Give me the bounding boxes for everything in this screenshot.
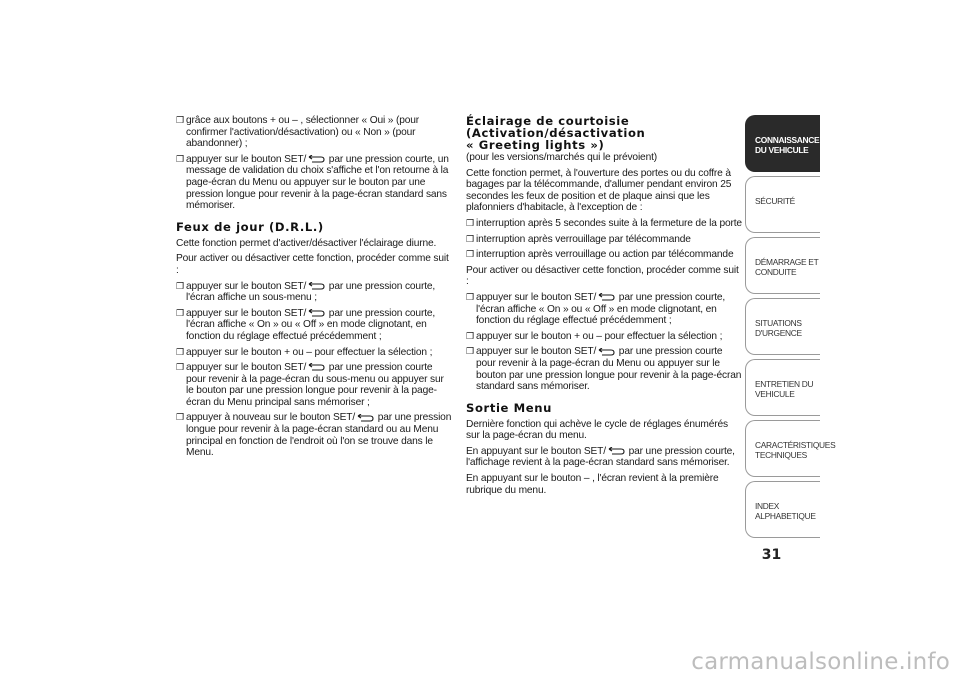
page-number: 31: [761, 547, 782, 563]
bullet-icon: ❒: [466, 233, 474, 244]
set-return-arrow-icon: [306, 282, 326, 290]
bullet-icon: ❒: [176, 307, 184, 318]
bullet-text-cont: par une pression longue pour revenir à la page-écran standard ou au Menu principal en fonction de l'endroit où l'on se trouve dans le Menu.: [186, 412, 452, 459]
chapter-tab[interactable]: ENTRETIEN DU VEHICULE: [745, 359, 820, 416]
bullet-text: appuyer à nouveau sur le bouton SET/: [186, 412, 356, 424]
bullet-text: appuyer sur le bouton SET/: [476, 346, 597, 358]
bullet-text: grâce aux boutons + ou – , sélectionner « Oui » (pour confirmer l'activation/désactivation) ou « Non » (pour abandonner) ;: [186, 115, 420, 150]
paragraph: Pour activer ou désactiver cette fonction, procéder comme suit :: [466, 264, 739, 288]
left-column: [176, 115, 454, 463]
list-item: [176, 281, 454, 304]
bullet-text: interruption après verrouillage ou action par télécommande: [476, 249, 734, 261]
bullet-text: appuyer sur le bouton SET/: [476, 291, 597, 303]
set-return-arrow-icon: [596, 348, 616, 356]
heading-line: (Activation/désactivation: [466, 126, 646, 140]
section-heading-drl: Feux de jour (D.R.L.): [176, 219, 324, 234]
chapter-tab[interactable]: INDEX ALPHABETIQUE: [745, 481, 820, 538]
text: En appuyant sur le bouton SET/: [466, 445, 606, 457]
paragraph: Cette fonction permet d'activer/désactiver l'éclairage diurne.: [176, 237, 437, 249]
set-return-arrow-icon: [306, 155, 326, 163]
heading-line: « Greeting lights »): [466, 138, 605, 152]
bullet-text: appuyer sur le bouton SET/: [186, 280, 307, 292]
bullet-icon: ❒: [176, 153, 184, 164]
list-item: [466, 292, 742, 327]
paragraph: En appuyant sur le bouton – , l'écran revient à la première rubrique du menu.: [466, 473, 719, 496]
bullet-icon: ❒: [176, 412, 184, 423]
bullet-text-cont: par une pression courte, l'écran affiche un sous-menu ;: [186, 280, 436, 304]
chapter-tab[interactable]: SÉCURITÉ: [745, 176, 820, 233]
bullet-text: appuyer sur le bouton SET/: [186, 362, 307, 374]
list-item: [176, 347, 454, 359]
bullet-icon: ❒: [466, 217, 474, 228]
section-heading-exit: Sortie Menu: [466, 400, 552, 415]
bullet-text-cont: par une pression courte pour revenir à la page-écran du sous-menu ou appuyer sur le bouton par une pression longue pour revenir à la page-écran du Menu principal sans mémoriser ;: [186, 362, 444, 408]
bullet-icon: ❒: [176, 346, 184, 357]
watermark: carmanualsonline.info: [691, 649, 950, 675]
bullet-text-cont: par une pression courte pour revenir à la page-écran du Menu ou appuyer sur le bouton par une pression longue pour revenir à la page-écran standard sans mémoriser.: [476, 346, 742, 393]
list-item: [466, 346, 742, 392]
paragraph: Pour activer ou désactiver cette fonction, procéder comme suit :: [176, 253, 449, 276]
chapter-tab[interactable]: CONNAISSANCE DU VEHICULE: [745, 115, 820, 172]
bullet-text: interruption après 5 secondes suite à la fermeture de la porte: [476, 217, 742, 229]
bullet-icon: ❒: [466, 291, 474, 302]
chapter-sidebar: [745, 115, 836, 542]
bullet-text: appuyer sur le bouton SET/: [186, 307, 307, 319]
paragraph-note: (pour les versions/marchés qui le prévoient): [466, 152, 658, 163]
set-return-arrow-icon: [355, 414, 375, 422]
bullet-text: interruption après verrouillage par télécommande: [476, 233, 691, 245]
list-item: [466, 218, 742, 230]
bullet-icon: ❒: [466, 330, 474, 341]
list-item: [176, 308, 454, 343]
list-item: [466, 249, 742, 261]
set-return-arrow-icon: [306, 363, 326, 371]
bullet-text-cont: par une pression courte, l'écran affiche « On » ou « Off » en mode clignotant, en fonction du réglage effectué précédemment ;: [476, 291, 726, 327]
text: par une pression courte, l'affichage revient à la page-écran standard sans mémoriser.: [466, 445, 735, 469]
list-item: [176, 412, 454, 458]
list-item: [176, 154, 454, 212]
list-item: [176, 115, 454, 150]
set-return-arrow-icon: [596, 293, 616, 301]
bullet-icon: ❒: [176, 280, 184, 291]
heading-line: Éclairage de courtoisie: [466, 114, 630, 128]
bullet-icon: ❒: [176, 362, 184, 373]
set-return-arrow-icon: [306, 309, 326, 317]
list-item: [466, 234, 742, 246]
bullet-text: appuyer sur le bouton SET/: [186, 153, 307, 165]
paragraph: Cette fonction permet, à l'ouverture des portes ou du coffre à bagages par la télécommande, d'allumer pendant environ 25 secondes les feux de position et de plaque ainsi que les plafonniers d'habitacle, à l'exception de :: [466, 167, 732, 214]
bullet-text: appuyer sur le bouton + ou – pour effectuer la sélection ;: [476, 330, 723, 342]
bullet-text-cont: par une pression courte, l'écran affiche « On » ou « Off » en mode clignotant, en fonction du réglage effectué précédemment ;: [186, 307, 436, 342]
bullet-icon: ❒: [176, 115, 184, 125]
chapter-tab[interactable]: CARACTÉRISTIQUES TECHNIQUES: [745, 420, 820, 477]
set-return-arrow-icon: [606, 447, 626, 455]
middle-column: [466, 115, 742, 500]
paragraph: [466, 446, 742, 469]
chapter-tab[interactable]: DÉMARRAGE ET CONDUITE: [745, 237, 820, 294]
bullet-text-cont: par une pression courte, un message de validation du choix s'affiche et l'on retourne à la page-écran du Menu ou appuyer sur le bouton par une pression longue pour revenir à la page-écran standard sans mémoriser.: [186, 153, 449, 212]
list-item: [466, 331, 742, 343]
section-heading-courtesy: [466, 115, 742, 151]
paragraph: Dernière fonction qui achève le cycle de réglages énumérés sur la page-écran du menu.: [466, 418, 728, 442]
bullet-icon: ❒: [466, 346, 474, 357]
bullet-text: appuyer sur le bouton + ou – pour effectuer la sélection ;: [186, 346, 433, 358]
chapter-tab[interactable]: SITUATIONS D'URGENCE: [745, 298, 820, 355]
list-item: [176, 362, 454, 408]
bullet-icon: ❒: [466, 249, 474, 260]
